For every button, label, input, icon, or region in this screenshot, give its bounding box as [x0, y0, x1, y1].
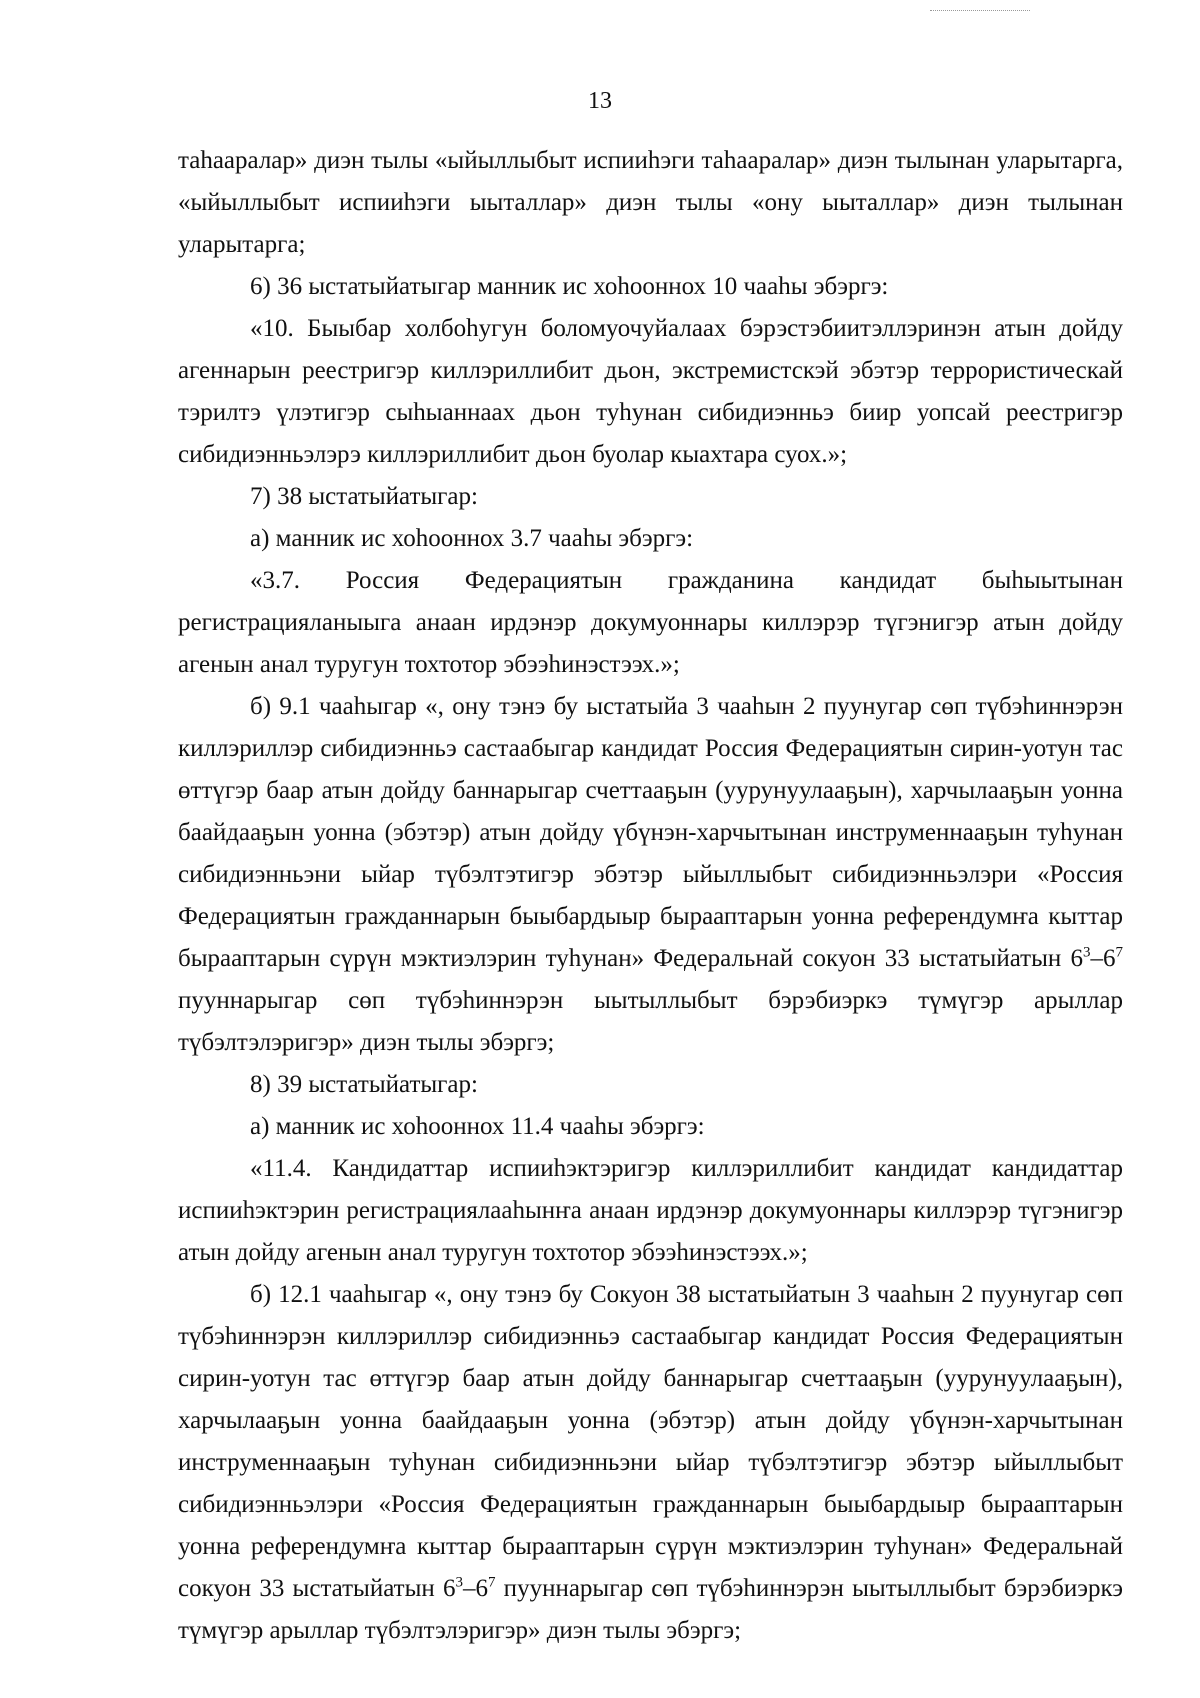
page-number: 13: [588, 88, 612, 114]
paragraph-quote-10: «10. Быыбар холбоһугун боломуочуйалаах бэрэстэбиитэллэринэн атын дойду агеннарын реестригэр киллэриллибит дьон, экстремистскэй эбэтэр террористическай тэрилтэ үлэтигэр сыһыаннаах дьон туһунан сибидиэнньэ биир уопсай реестригэр сибидиэнньэлэрэ киллэриллибит дьон буолар кыахтара суох.»;: [178, 315, 1123, 468]
paragraph-item-7b: [178, 686, 1123, 1064]
paragraph-text: –6: [462, 1575, 488, 1602]
scan-artifact: [930, 10, 1030, 13]
paragraph-continuation: таһааралар» диэн тылы «ыйыллыбыт испииһэги таһааралар» диэн тылынан уларытарга, «ыйыллыбыт испииһэги ыыталлар» диэн тылы «ону ыыталлар» диэн тылынан уларытарга;: [178, 147, 1123, 258]
paragraph-quote-11-4: «11.4. Кандидаттар испииһэктэригэр киллэриллибит кандидат кандидаттар испииһэктэрин регистрациялааһынҥа анаан ирдэнэр докумуоннары киллэрэр түгэнигэр атын дойду агенын анал туругун тохтотор эбээһинэстээх.»;: [178, 1155, 1123, 1266]
superscript: 7: [487, 1574, 496, 1591]
superscript: 3: [1083, 944, 1091, 961]
paragraph-quote-3-7: «3.7. Россия Федерациятын гражданина кандидат быһыытынан регистрацияланыыга анаан ирдэнэр докумуоннары киллэрэр түгэнигэр атын дойду агенын анал туругун тохтотор эбээһинэстээх.»;: [178, 567, 1123, 678]
paragraph-item-8a: а) манник ис хоһооннох 11.4 чааһы эбэргэ:: [250, 1113, 705, 1140]
paragraph-item-7: 7) 38 ыстатыйатыгар:: [250, 483, 478, 510]
paragraph-text: пууннарыгар сөп түбэһиннэрэн ыытыллыбыт бэрэбиэркэ түмүгэр арыллар түбэлтэлэригэр» диэн тылы эбэргэ;: [178, 987, 1123, 1056]
paragraph-text: пууннарыгар сөп түбэһиннэрэн ыытыллыбыт бэрэбиэркэ түмүгэр арыллар түбэлтэлэригэр» диэн тылы эбэргэ;: [178, 1575, 1124, 1644]
paragraph-text: б) 12.1 чааһыгар «, ону тэнэ бу Сокуон 38 ыстатыйатын 3 чааһын 2 пуунугар сөп түбэһиннэрэн киллэриллэр сибидиэнньэ састаабыгар кандидат Россия Федерациятын сирин-уотун тас өттүгэр баар атын дойду баннарыгар счеттааҕын (уурунуулааҕын), харчылааҕын уонна баайдааҕын уонна (эбэтэр) атын дойду үбүнэн-харчытынан инструменнааҕын туһунан сибидиэнньэни ыйар түбэлтэтигэр эбэтэр ыйыллыбыт сибидиэнньэлэри «Россия Федерациятын гражданнарын быыбардыыр бырааптарын уонна референдумҥа кыттар бырааптарын сүрүн мэктиэлэрин туһунан» Федеральнай сокуон 33 ыстатыйатын 6: [178, 1281, 1123, 1602]
paragraph-text: б) 9.1 чааһыгар «, ону тэнэ бу ыстатыйа 3 чааһын 2 пуунугар сөп түбэһиннэрэн киллэриллэр сибидиэнньэ састаабыгар кандидат Россия Федерациятын сирин-уотун тас өттүгэр баар атын дойду баннарыгар счеттааҕын (уурунуулааҕын), харчылааҕын уонна баайдааҕын уонна (эбэтэр) атын дойду үбүнэн-харчытынан инструменнааҕын туһунан сибидиэнньэни ыйар түбэлтэтигэр эбэтэр ыйыллыбыт сибидиэнньэлэри «Россия Федерациятын гражданнарын быыбардыыр бырааптарын уонна референдумҥа кыттар бырааптарын сүрүн мэктиэлэрин туһунан» Федеральнай сокуон 33 ыстатыйатын 6: [178, 693, 1123, 972]
paragraph-item-8: 8) 39 ыстатыйатыгар:: [250, 1071, 478, 1098]
superscript: 7: [1115, 944, 1123, 961]
paragraph-item-6: 6) 36 ыстатыйатыгар манник ис хоһооннох 10 чааһы эбэргэ:: [250, 273, 889, 300]
paragraph-text: –6: [1090, 945, 1116, 972]
document-body: [178, 140, 1123, 1652]
superscript: 3: [455, 1574, 463, 1591]
paragraph-item-7a: а) манник ис хоһооннох 3.7 чааһы эбэргэ:: [250, 525, 694, 552]
paragraph-item-8b: [178, 1274, 1123, 1652]
